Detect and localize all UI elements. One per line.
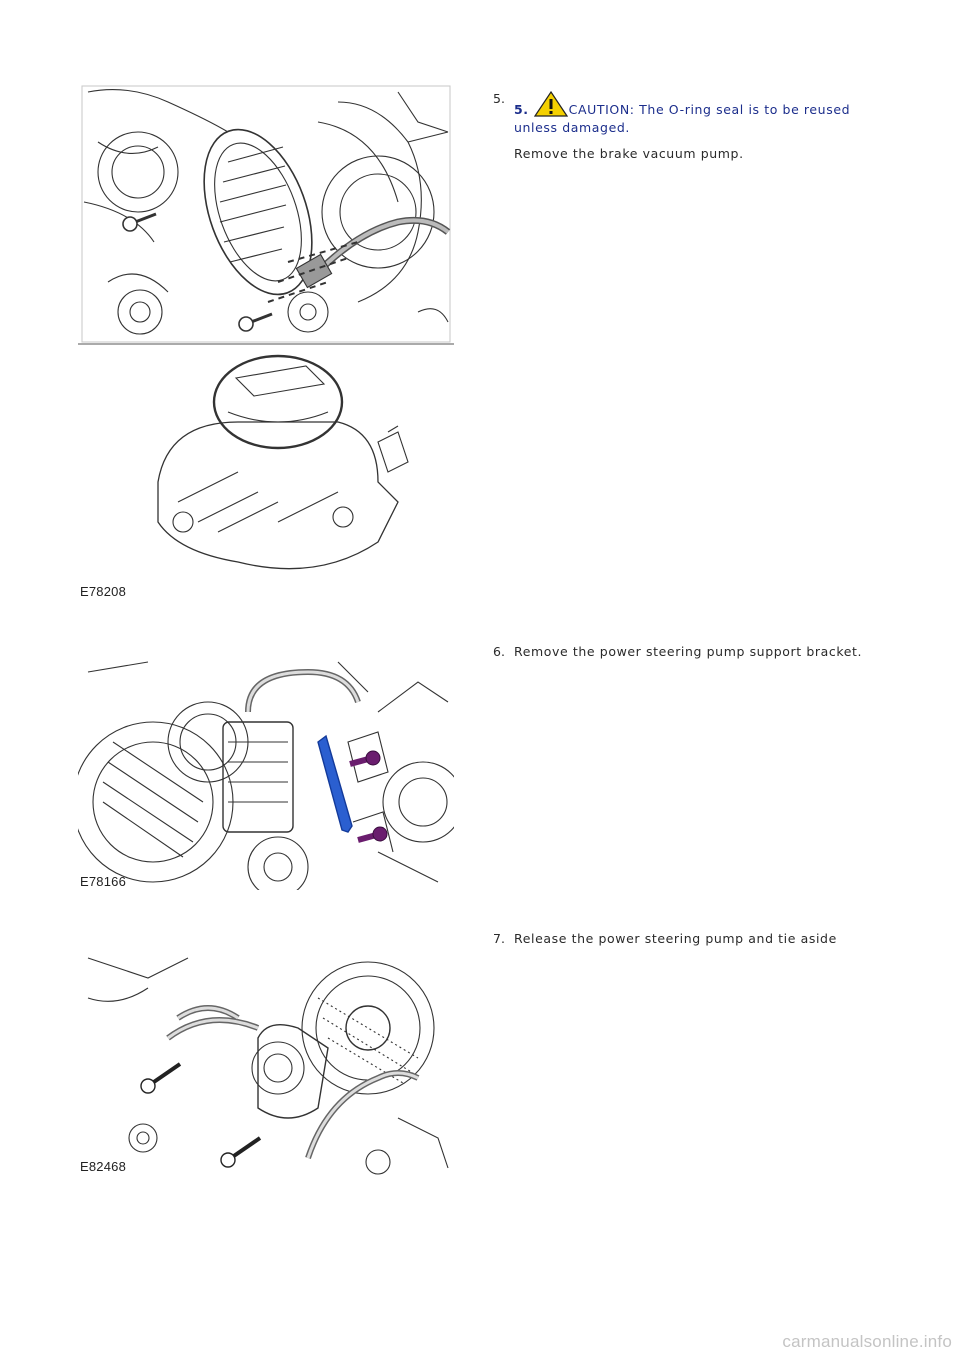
step-body bbox=[514, 91, 864, 161]
figure-label: E82468 bbox=[80, 1159, 127, 1174]
figure-steering-pump bbox=[78, 938, 454, 1176]
caution-number: 5. bbox=[514, 102, 529, 117]
step-number: 5. bbox=[493, 91, 505, 106]
bracket-bolts bbox=[350, 751, 387, 841]
step-number: 6. bbox=[493, 644, 505, 659]
caution-note bbox=[514, 91, 864, 135]
figure-label: E78166 bbox=[80, 874, 127, 889]
warning-triangle-icon bbox=[534, 91, 568, 120]
figure-label: E78208 bbox=[80, 584, 127, 599]
watermark-link[interactable]: carmanualsonline.info bbox=[782, 1332, 952, 1351]
steering-bracket-illustration bbox=[78, 652, 454, 890]
steering-pump-illustration bbox=[78, 938, 454, 1176]
vacuum-pump-illustration bbox=[78, 82, 454, 606]
instruction-text: Release the power steering pump and tie aside bbox=[514, 931, 837, 946]
support-bracket bbox=[318, 736, 352, 832]
step-number: 7. bbox=[493, 931, 505, 946]
figure-vacuum-pump bbox=[78, 82, 454, 606]
figure-steering-bracket bbox=[78, 652, 454, 890]
instruction-text: Remove the brake vacuum pump. bbox=[514, 146, 744, 161]
caution-text: CAUTION: The O-ring seal is to be reused unless damaged. bbox=[514, 102, 851, 135]
instruction-text: Remove the power steering pump support bracket. bbox=[514, 644, 863, 659]
